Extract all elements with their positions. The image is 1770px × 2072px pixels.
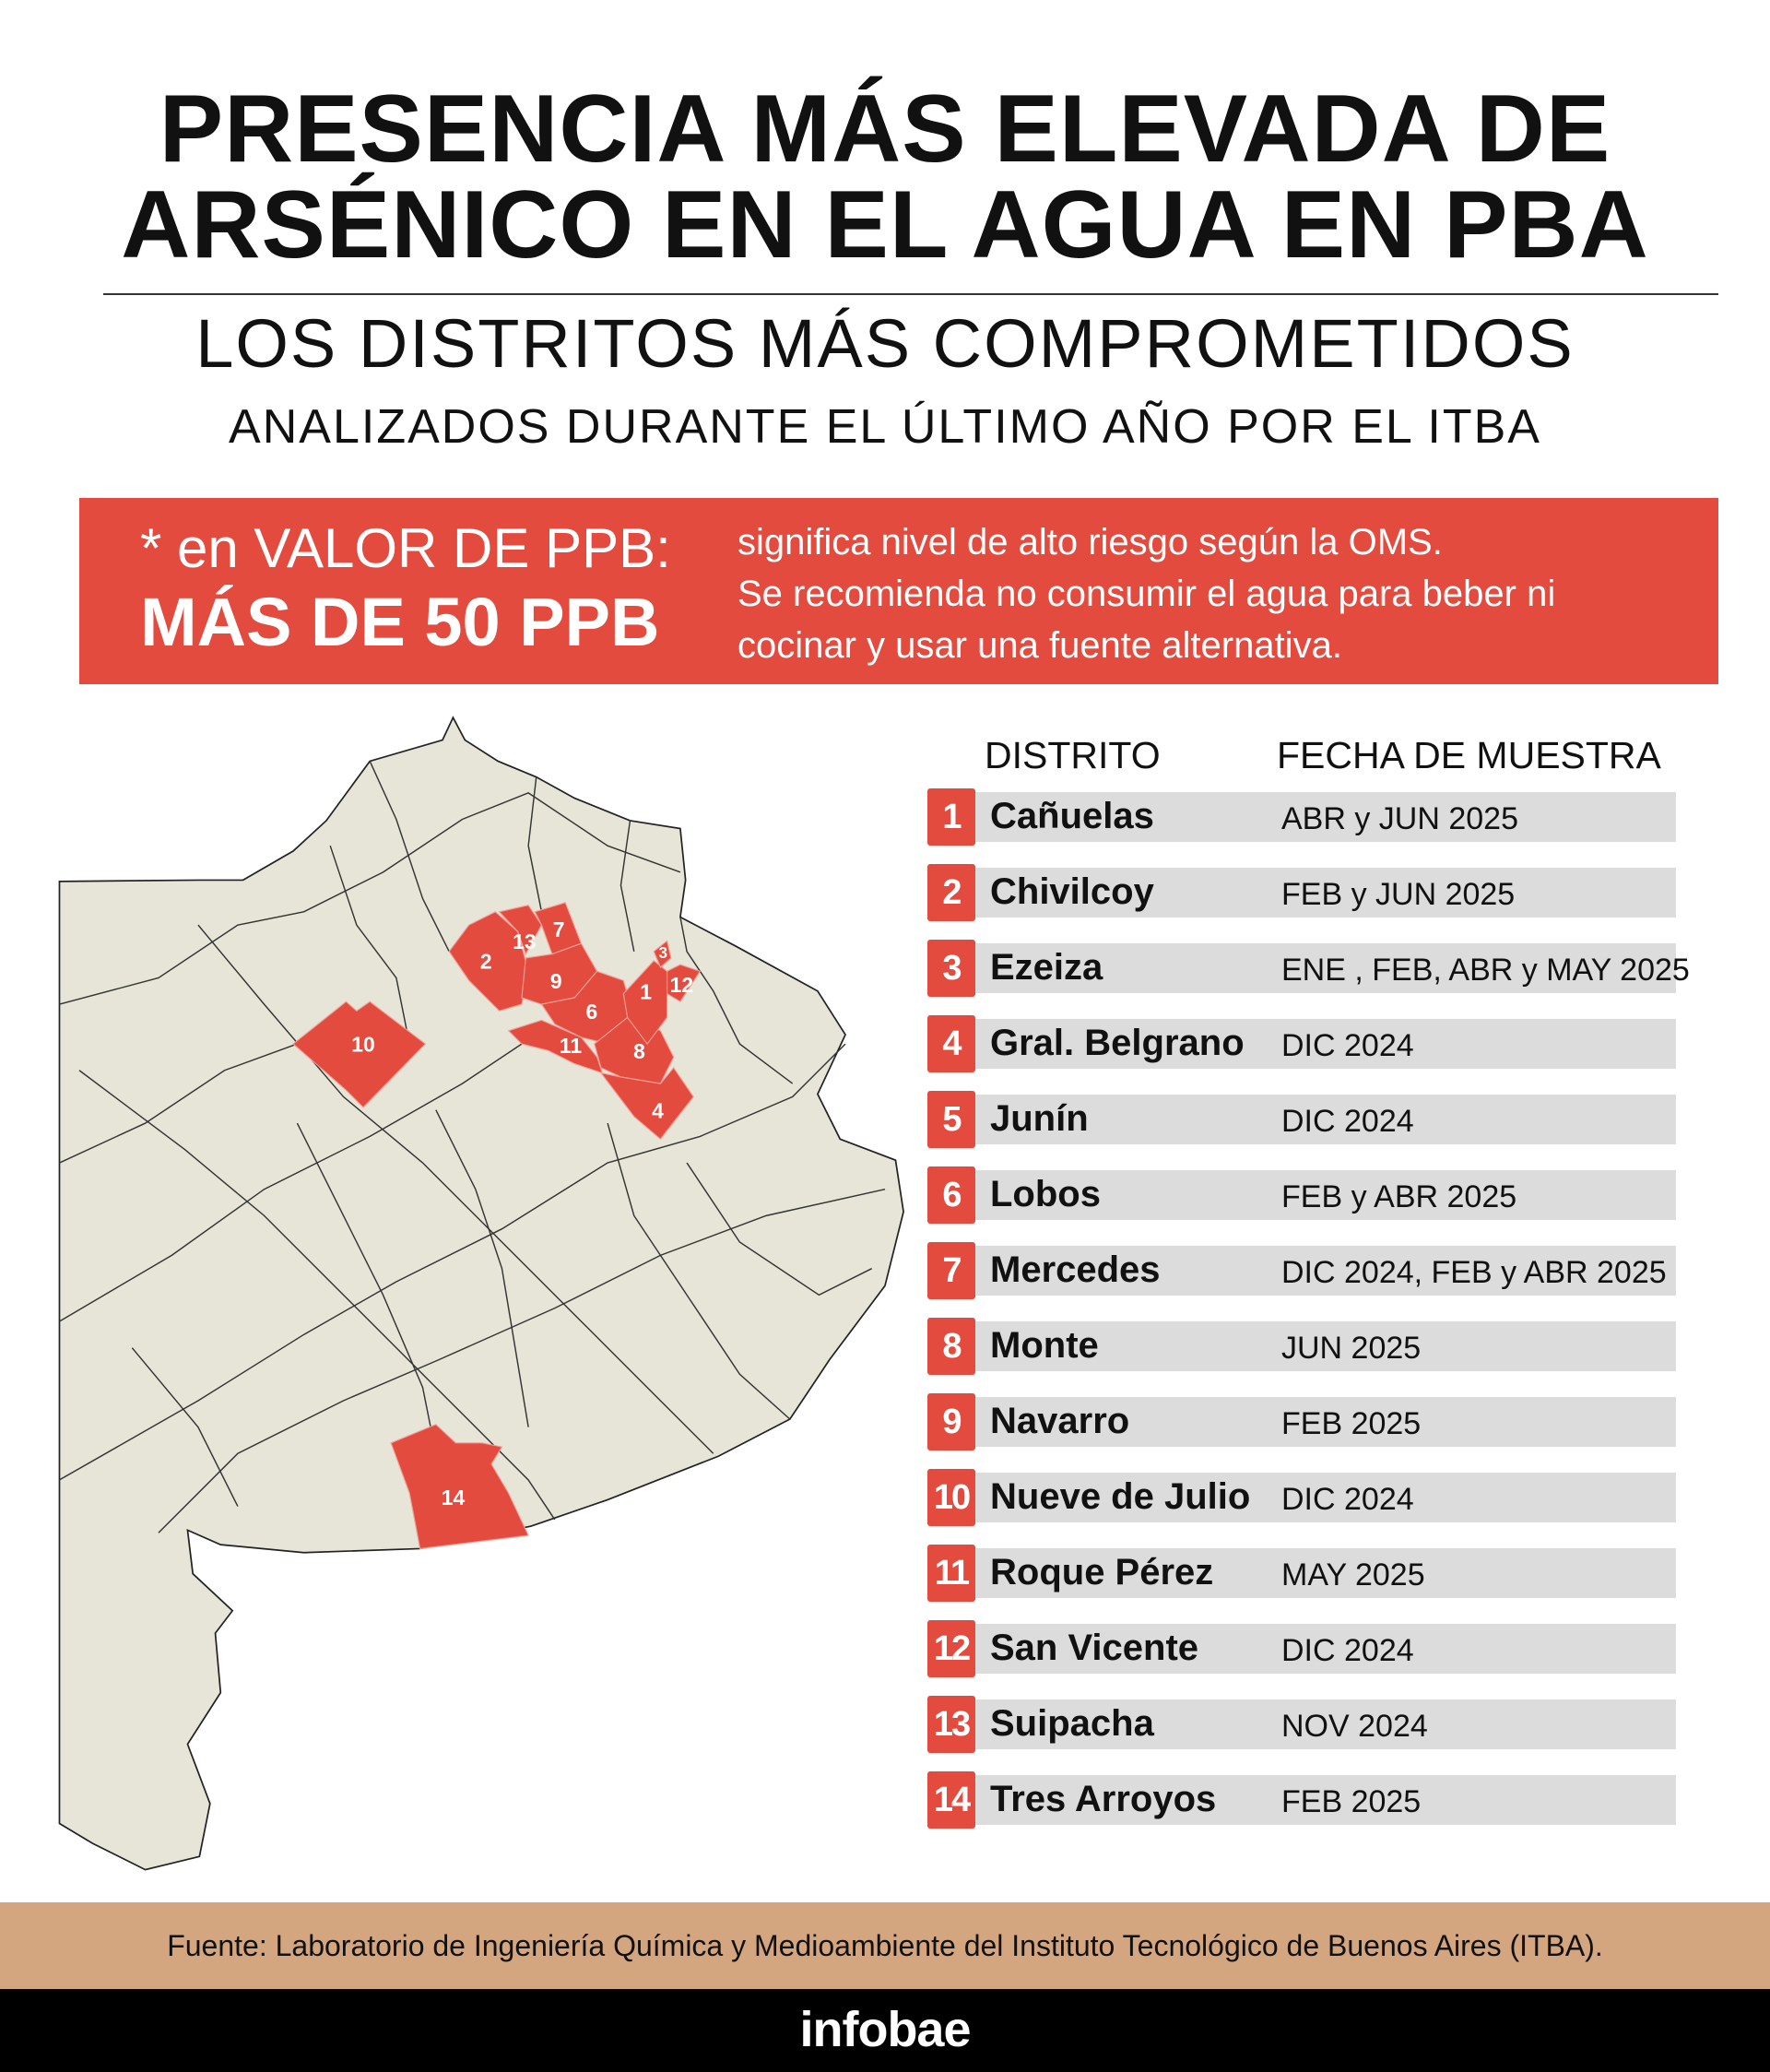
district-name: Nueve de Julio (990, 1476, 1251, 1517)
map-label: 13 (513, 929, 537, 953)
row-number-badge: 9 (927, 1393, 975, 1450)
row-number-badge: 3 (927, 940, 975, 997)
row-number-badge: 14 (927, 1771, 975, 1829)
row-number-badge: 2 (927, 864, 975, 921)
table-row (927, 1620, 1676, 1675)
sample-date: DIC 2024 (1281, 1482, 1414, 1517)
table-row (927, 788, 1676, 844)
table-row (927, 1771, 1676, 1827)
district-name: Navarro (990, 1401, 1130, 1441)
table-row (927, 1091, 1676, 1146)
table-row (927, 1393, 1676, 1449)
district-name: Roque Pérez (990, 1552, 1214, 1592)
province-outline (59, 717, 903, 1869)
map-label: 2 (479, 949, 492, 974)
table-row (927, 940, 1690, 995)
district-name: Tres Arroyos (990, 1779, 1217, 1819)
map-label: 4 (652, 1098, 664, 1123)
map-label: 10 (351, 1032, 375, 1057)
map-label: 12 (669, 973, 694, 998)
column-header-district: DISTRITO (985, 734, 1161, 776)
map-label: 8 (633, 1038, 645, 1063)
callout-line: Se recomienda no consumir el agua para beber ni (738, 574, 1556, 614)
district-name: Ezeiza (990, 947, 1103, 988)
callout-line: significa nivel de alto riesgo según la OMS. (738, 522, 1443, 562)
subtitle: LOS DISTRITOS MÁS COMPROMETIDOS (195, 305, 1575, 382)
row-number-badge: 11 (927, 1545, 975, 1602)
row-number-badge: 12 (927, 1620, 975, 1677)
title-line-1: PRESENCIA MÁS ELEVADA DE (159, 76, 1611, 183)
map-label: 6 (585, 999, 598, 1024)
map-label: 9 (549, 968, 562, 993)
sample-date: FEB 2025 (1281, 1784, 1422, 1819)
sample-date: DIC 2024 (1281, 1028, 1414, 1063)
row-number-badge: 10 (927, 1469, 975, 1526)
row-number-badge: 1 (927, 788, 975, 846)
sample-date: NOV 2024 (1281, 1709, 1428, 1744)
table-row (927, 1545, 1676, 1600)
sample-date: MAY 2025 (1281, 1557, 1425, 1592)
map-label: 3 (658, 942, 668, 962)
sample-date: FEB y ABR 2025 (1281, 1179, 1517, 1214)
map-label: 11 (559, 1034, 583, 1059)
table-row (927, 1469, 1676, 1524)
district-name: Gral. Belgrano (990, 1023, 1245, 1063)
map-label: 14 (441, 1486, 466, 1510)
callout-threshold: MÁS DE 50 PPB (140, 584, 660, 660)
table-row (927, 1015, 1676, 1071)
table-row (927, 1242, 1676, 1297)
sample-date: FEB y JUN 2025 (1281, 877, 1516, 912)
row-number-badge: 7 (927, 1242, 975, 1299)
row-number-badge: 6 (927, 1166, 975, 1224)
table-row (927, 1696, 1676, 1751)
district-name: Monte (990, 1325, 1099, 1366)
table-row (927, 1166, 1676, 1222)
district-name: Lobos (990, 1174, 1101, 1214)
sample-date: DIC 2024 (1281, 1104, 1414, 1139)
column-header-date: FECHA DE MUESTRA (1277, 734, 1661, 776)
map-label: 7 (552, 918, 565, 942)
table-row (927, 864, 1676, 919)
source-footer: Fuente: Laboratorio de Ingeniería Química y Medioambiente del Instituto Tecnológico de Buenos Aires (ITBA). (0, 1902, 1770, 1989)
district-name: San Vicente (990, 1628, 1199, 1668)
row-number-badge: 8 (927, 1318, 975, 1375)
callout-line: cocinar y usar una fuente alternativa. (738, 625, 1342, 666)
table-row (927, 1318, 1676, 1373)
sample-date: JUN 2025 (1281, 1331, 1422, 1366)
sample-date: FEB 2025 (1281, 1406, 1422, 1441)
district-name: Cañuelas (990, 796, 1154, 836)
sample-date: DIC 2024 (1281, 1633, 1414, 1668)
sample-date: ABR y JUN 2025 (1281, 801, 1518, 836)
district-name: Chivilcoy (990, 871, 1154, 912)
sample-date: ENE , FEB, ABR y MAY 2025 (1281, 953, 1690, 988)
district-name: Suipacha (990, 1703, 1154, 1744)
district-name: Junín (990, 1098, 1089, 1139)
brand-logo: infobae (0, 1989, 1770, 2072)
title-line-2: ARSÉNICO EN EL AGUA EN PBA (121, 172, 1649, 278)
row-number-badge: 13 (927, 1696, 975, 1753)
callout-label: * en VALOR DE PPB: (140, 517, 671, 579)
map-label: 1 (640, 979, 653, 1004)
row-number-badge: 4 (927, 1015, 975, 1072)
sample-date: DIC 2024, FEB y ABR 2025 (1281, 1255, 1667, 1290)
subsubtitle: ANALIZADOS DURANTE EL ÚLTIMO AÑO POR EL ITBA (229, 400, 1541, 454)
row-number-badge: 5 (927, 1091, 975, 1148)
district-name: Mercedes (990, 1249, 1161, 1290)
